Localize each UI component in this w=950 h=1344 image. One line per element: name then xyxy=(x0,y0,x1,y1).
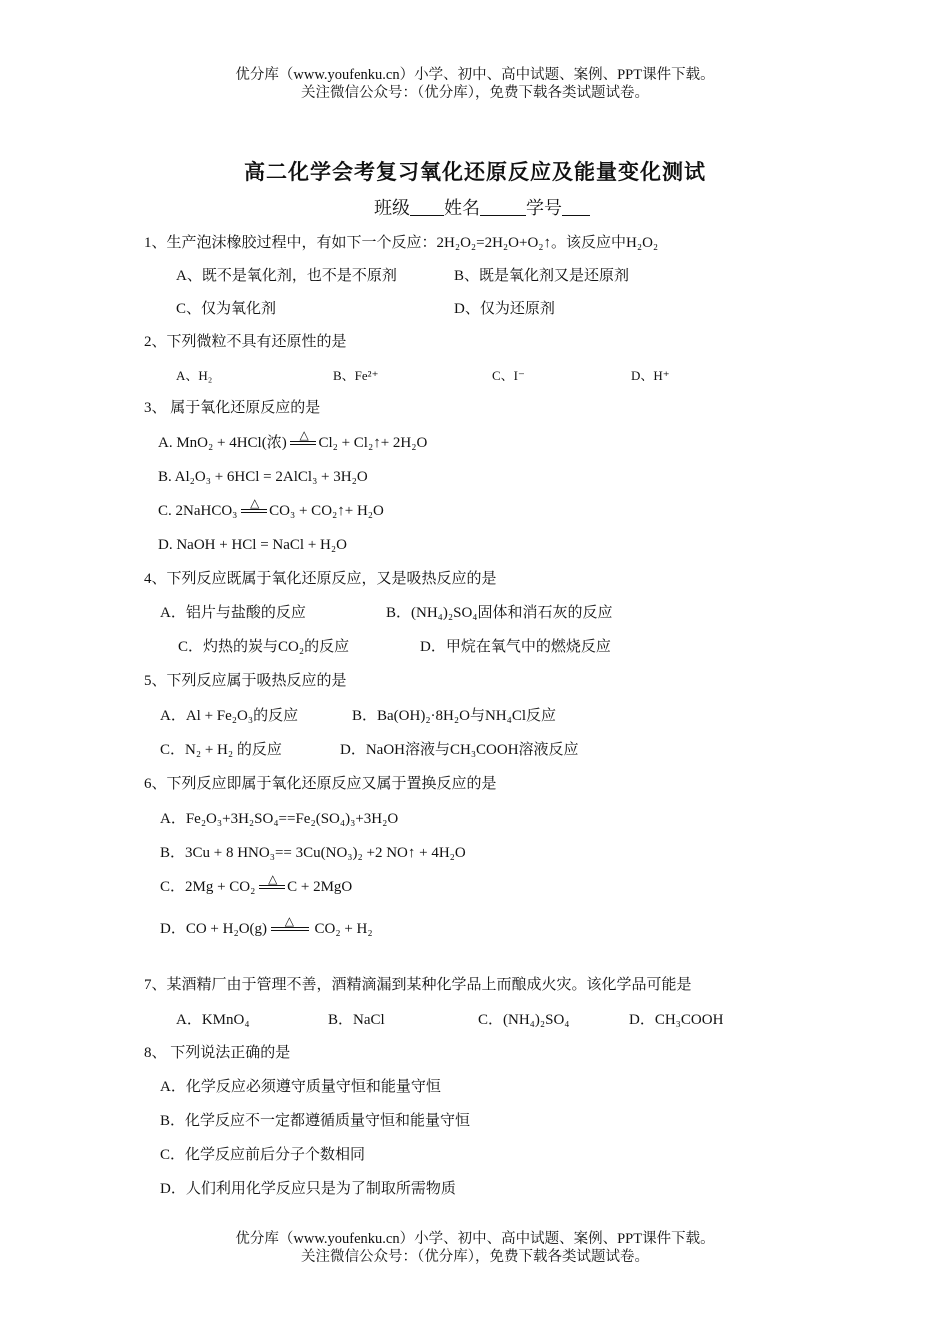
q5-option-b: B．Ba(OH)₂·8H₂O与NH₄Cl反应 xyxy=(352,708,557,724)
q6-d-reactants: D．CO + H₂O(g) xyxy=(160,921,268,937)
q6-option-a: A．Fe₂O₃+3H₂SO₄==Fe₂(SO₄)₃+3H₂O xyxy=(160,811,399,827)
q6-c-reactants: C．2Mg + CO₂ xyxy=(160,879,256,895)
q1-option-c: C、仅为氧化剂 xyxy=(176,301,277,317)
name-blank xyxy=(480,197,526,216)
q3-c-products: CO₃ + CO₂↑+ H₂O xyxy=(269,503,384,519)
footer-line-2: 关注微信公众号：（优分库），免费下载各类试题试卷。 xyxy=(301,1249,649,1265)
q6-option-c xyxy=(160,871,353,897)
q8-option-a: A．化学反应必须遵守质量守恒和能量守恒 xyxy=(160,1079,441,1095)
q6-d-products: CO₂ + H₂ xyxy=(314,921,373,937)
heat-arrow xyxy=(271,913,311,937)
q1-stem: 1、生产泡沫橡胶过程中，有如下一个反应：2H₂O₂=2H₂O+O₂↑。该反应中H₂O₂ xyxy=(144,235,659,251)
q3-option-a xyxy=(158,427,428,453)
class-blank xyxy=(410,197,444,216)
q4-stem: 4、下列反应既属于氧化还原反应，又是吸热反应的是 xyxy=(144,571,497,587)
q1-option-a: A、既不是氧化剂，也不是不原剂 xyxy=(176,268,397,284)
q3-option-d: D. NaOH + HCl = NaCl + H₂O xyxy=(158,537,347,553)
q8-option-b: B．化学反应不一定都遵循质量守恒和能量守恒 xyxy=(160,1113,471,1129)
student-info-line xyxy=(374,194,590,220)
q4-option-c: C．灼热的炭与CO₂的反应 xyxy=(178,639,350,655)
page-header xyxy=(0,66,950,102)
q6-c-products: C + 2MgO xyxy=(287,879,353,895)
q8-option-c: C．化学反应前后分子个数相同 xyxy=(160,1147,366,1163)
q3-a-products: Cl₂ + Cl₂↑+ 2H₂O xyxy=(318,435,428,451)
footer-line-1: 优分库（www.youfenku.cn）小学、初中、高中试题、案例、PPT课件下载。 xyxy=(235,1231,715,1247)
q5-stem: 5、下列反应属于吸热反应的是 xyxy=(144,673,347,689)
q7-option-d: D．CH₃COOH xyxy=(629,1012,724,1028)
q8-stem: 8、 下列说法正确的是 xyxy=(144,1045,291,1061)
heat-arrow xyxy=(290,427,318,451)
heat-symbol: △ xyxy=(299,427,309,442)
q5-option-c: C．N₂ + H₂ 的反应 xyxy=(160,742,282,758)
q2-stem: 2、下列微粒不具有还原性的是 xyxy=(144,334,347,350)
q7-option-a: A．KMnO₄ xyxy=(176,1012,250,1028)
heat-symbol: △ xyxy=(268,871,278,886)
q7-option-c: C．(NH₄)₂SO₄ xyxy=(478,1012,570,1028)
name-label: 姓名 xyxy=(444,198,480,218)
q7-stem: 7、某酒精厂由于管理不善，酒精滴漏到某种化学品上而酿成火灾。该化学品可能是 xyxy=(144,977,692,993)
q3-option-b: B. Al₂O₃ + 6HCl = 2AlCl₃ + 3H₂O xyxy=(158,469,368,485)
header-line-1: 优分库（www.youfenku.cn）小学、初中、高中试题、案例、PPT课件下载。 xyxy=(235,67,715,83)
q8-option-d: D．人们利用化学反应只是为了制取所需物质 xyxy=(160,1181,456,1197)
page-title: 高二化学会考复习氧化还原反应及能量变化测试 xyxy=(244,160,706,184)
q5-option-d: D．NaOH溶液与CH₃COOH溶液反应 xyxy=(340,742,579,758)
q1-option-d: D、仅为还原剂 xyxy=(454,301,555,317)
q6-option-b: B．3Cu + 8 HNO₃== 3Cu(NO₃)₂ +2 NO↑ + 4H₂O xyxy=(160,845,466,861)
q4-option-a: A．铝片与盐酸的反应 xyxy=(160,605,306,621)
q5-option-a: A．Al + Fe₂O₃的反应 xyxy=(160,708,299,724)
heat-arrow xyxy=(259,871,287,895)
q7-option-b: B．NaCl xyxy=(328,1012,385,1028)
q1-option-b: B、既是氧化剂又是还原剂 xyxy=(454,268,630,284)
q2-option-b: B、Fe²⁺ xyxy=(333,368,379,383)
header-line-2: 关注微信公众号：（优分库），免费下载各类试题试卷。 xyxy=(301,85,649,101)
class-label: 班级 xyxy=(374,198,410,218)
q3-a-reactants: A. MnO₂ + 4HCl(浓) xyxy=(158,435,287,451)
heat-symbol: △ xyxy=(250,495,260,510)
q4-option-d: D．甲烷在氧气中的燃烧反应 xyxy=(420,639,611,655)
number-blank xyxy=(562,197,590,216)
q3-c-reactants: C. 2NaHCO₃ xyxy=(158,503,238,519)
q2-option-c: C、I⁻ xyxy=(492,368,525,383)
q3-option-c xyxy=(158,495,384,521)
q2-option-a: A、H₂ xyxy=(176,368,213,383)
number-label: 学号 xyxy=(526,198,562,218)
heat-symbol: △ xyxy=(284,913,294,928)
q4-option-b: B．(NH₄)₂SO₄固体和消石灰的反应 xyxy=(386,605,613,621)
q3-stem: 3、 属于氧化还原反应的是 xyxy=(144,400,321,416)
page-footer xyxy=(0,1230,950,1266)
q6-stem: 6、下列反应即属于氧化还原反应又属于置换反应的是 xyxy=(144,776,497,792)
q2-option-d: D、H⁺ xyxy=(631,368,670,383)
q6-option-d xyxy=(160,913,373,939)
heat-arrow xyxy=(241,495,269,519)
